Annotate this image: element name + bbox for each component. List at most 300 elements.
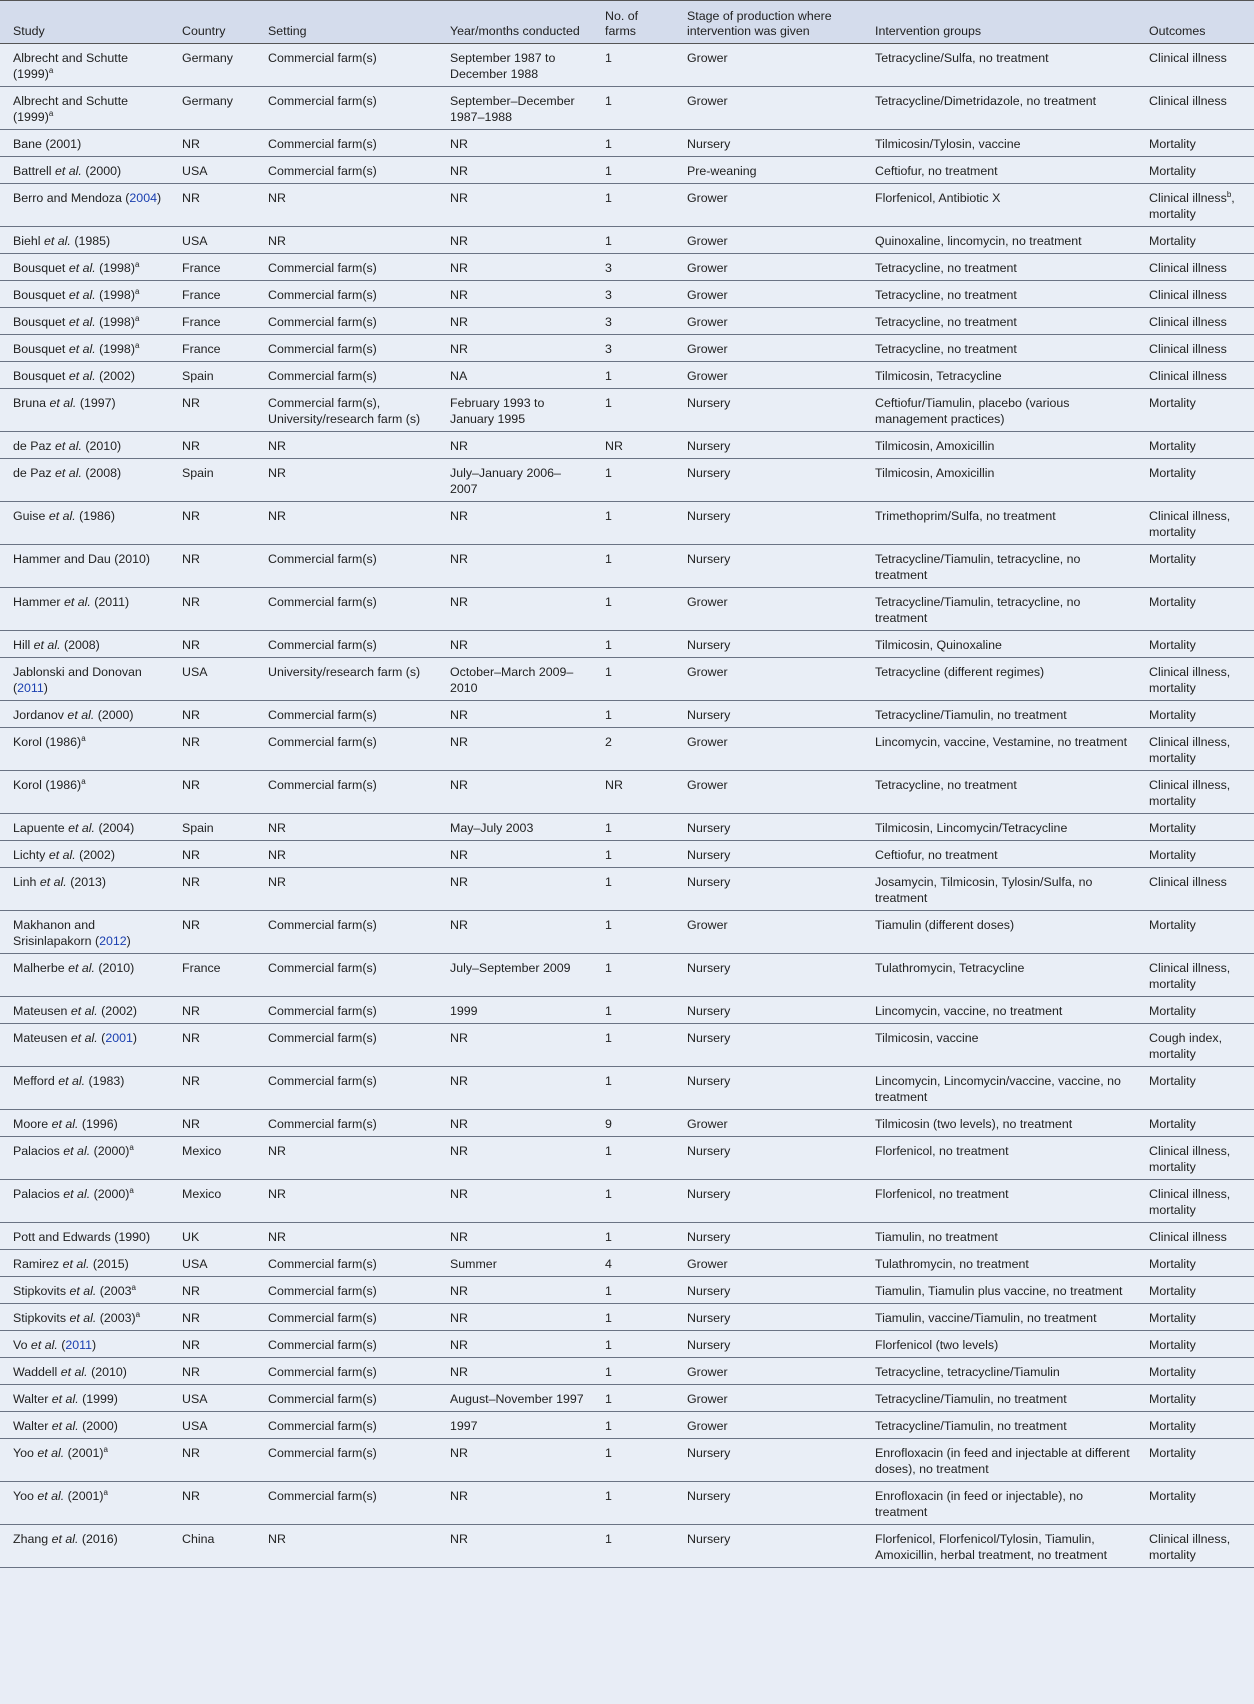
cell-setting-text: Commercial farm(s) [268, 961, 377, 975]
cell-farms-text: 1 [605, 552, 612, 566]
cell-intervention-text: Tilmicosin (two levels), no treatment [875, 1117, 1073, 1131]
cell-setting [255, 1067, 437, 1110]
cell-farms-text: 1 [605, 1004, 612, 1018]
cell-stage [674, 1024, 862, 1067]
cell-country [169, 459, 255, 502]
header-study: Study [0, 1, 169, 44]
cell-farms [592, 1482, 674, 1525]
cell-country [169, 1358, 255, 1385]
cell-country [169, 658, 255, 701]
cell-study-text: Jordanov et al. (2000) [13, 708, 134, 722]
cell-outcomes-text: Mortality [1149, 1392, 1196, 1406]
cell-setting-text: Commercial farm(s) [268, 315, 377, 329]
cell-outcomes-text: Clinical illness [1149, 51, 1227, 65]
cell-stage [674, 362, 862, 389]
cell-intervention-text: Tetracycline/Sulfa, no treatment [875, 51, 1049, 65]
cell-year [437, 658, 592, 701]
cell-outcomes-text: Mortality [1149, 1117, 1196, 1131]
cell-setting-text: Commercial farm(s) [268, 1392, 377, 1406]
cell-country-text: NR [182, 1338, 200, 1352]
cell-farms [592, 631, 674, 658]
cell-intervention [862, 771, 1136, 814]
cell-study [0, 771, 169, 814]
cell-country [169, 1024, 255, 1067]
header-row [0, 1, 1254, 44]
cell-farms-text: 1 [605, 1365, 612, 1379]
cell-year-text: NR [450, 261, 468, 275]
header-setting: Setting [255, 1, 437, 44]
footnote-marker: a [48, 65, 54, 75]
cell-outcomes [1136, 44, 1254, 87]
cell-outcomes-text: Clinical illness [1149, 94, 1227, 108]
footnote-marker: a [103, 1444, 108, 1454]
cell-stage-text: Nursery [687, 439, 731, 453]
cell-intervention-text: Tilmicosin, Amoxicillin [875, 439, 995, 453]
cell-farms-text: 1 [605, 848, 612, 862]
table-row [0, 1304, 1254, 1331]
cell-farms-text: NR [605, 439, 623, 453]
cell-setting-text: Commercial farm(s) [268, 1117, 377, 1131]
cell-outcomes-text: Mortality [1149, 1419, 1196, 1433]
cell-country [169, 1250, 255, 1277]
cell-study [0, 308, 169, 335]
cell-farms [592, 308, 674, 335]
cell-year-text: NR [450, 1031, 468, 1045]
cell-farms [592, 1137, 674, 1180]
cell-setting-text: Commercial farm(s) [268, 595, 377, 609]
cell-farms-text: 1 [605, 1230, 612, 1244]
cell-year-text: NR [450, 735, 468, 749]
cell-farms [592, 335, 674, 362]
cell-setting [255, 954, 437, 997]
cell-outcomes-text: Mortality [1149, 1284, 1196, 1298]
cell-intervention-text: Lincomycin, Lincomycin/vaccine, vaccine, no treatment [875, 1074, 1121, 1104]
footnote-marker: a [134, 313, 140, 323]
cell-intervention-text: Ceftiofur, no treatment [875, 848, 998, 862]
cell-country [169, 254, 255, 281]
cell-study [0, 1331, 169, 1358]
cell-setting [255, 841, 437, 868]
cell-country-text: USA [182, 234, 208, 248]
cell-year [437, 184, 592, 227]
cell-year [437, 997, 592, 1024]
cell-year [437, 227, 592, 254]
cell-farms-text: 1 [605, 665, 612, 679]
cell-country-text: NR [182, 1117, 200, 1131]
cell-stage [674, 1250, 862, 1277]
cell-outcomes [1136, 631, 1254, 658]
cell-intervention-text: Tetracycline, no treatment [875, 288, 1017, 302]
cell-stage-text: Nursery [687, 708, 731, 722]
cell-study-text: Hill et al. (2008) [13, 638, 100, 652]
cell-farms [592, 362, 674, 389]
cell-setting-text: Commercial farm(s) [268, 778, 377, 792]
cell-setting-text: NR [268, 875, 286, 889]
cell-study [0, 1137, 169, 1180]
cell-stage [674, 658, 862, 701]
cell-country [169, 389, 255, 432]
cell-outcomes [1136, 1525, 1254, 1568]
table-row [0, 814, 1254, 841]
cell-year [437, 281, 592, 308]
cell-country-text: Mexico [182, 1144, 222, 1158]
cell-outcomes-text: Clinical illness, mortality [1149, 1187, 1231, 1217]
cell-year [437, 588, 592, 631]
cell-study-text: Korol (1986) [13, 778, 82, 792]
header-farms: No. of farms [592, 1, 674, 44]
cell-study-text: Zhang et al. (2016) [13, 1532, 118, 1546]
table-row [0, 254, 1254, 281]
table-row [0, 841, 1254, 868]
cell-setting-text: NR [268, 439, 286, 453]
cell-farms [592, 44, 674, 87]
cell-intervention [862, 1385, 1136, 1412]
cell-farms [592, 1525, 674, 1568]
cell-stage [674, 1525, 862, 1568]
cell-outcomes-text: Mortality [1149, 1338, 1196, 1352]
cell-year-text: NR [450, 848, 468, 862]
cell-farms [592, 502, 674, 545]
cell-year-text: NR [450, 191, 468, 205]
cell-farms-text: 1 [605, 1187, 612, 1201]
cell-setting [255, 1250, 437, 1277]
table-row [0, 868, 1254, 911]
cell-country [169, 997, 255, 1024]
cell-country-text: NR [182, 875, 200, 889]
cell-intervention-text: Tilmicosin, Lincomycin/Tetracycline [875, 821, 1068, 835]
cell-stage [674, 459, 862, 502]
cell-intervention [862, 1180, 1136, 1223]
cell-intervention-text: Florfenicol (two levels) [875, 1338, 999, 1352]
cell-intervention-text: Lincomycin, vaccine, no treatment [875, 1004, 1063, 1018]
cell-country-text: China [182, 1532, 215, 1546]
table-row [0, 1331, 1254, 1358]
cell-setting-text: Commercial farm(s) [268, 552, 377, 566]
cell-farms-text: 1 [605, 51, 612, 65]
cell-intervention-text: Tetracycline, no treatment [875, 342, 1017, 356]
cell-stage [674, 954, 862, 997]
cell-intervention [862, 1331, 1136, 1358]
cell-stage-text: Nursery [687, 875, 731, 889]
table-row [0, 997, 1254, 1024]
table-row [0, 87, 1254, 130]
cell-country-text: NR [182, 1284, 200, 1298]
cell-outcomes [1136, 868, 1254, 911]
cell-stage-text: Grower [687, 234, 728, 248]
cell-year [437, 1137, 592, 1180]
cell-study [0, 1180, 169, 1223]
cell-farms-text: 1 [605, 961, 612, 975]
cell-stage [674, 545, 862, 588]
cell-setting [255, 1412, 437, 1439]
cell-country [169, 157, 255, 184]
table-row [0, 1277, 1254, 1304]
cell-country-text: France [182, 261, 221, 275]
cell-outcomes [1136, 1385, 1254, 1412]
cell-setting-text: Commercial farm(s) [268, 1257, 377, 1271]
footnote-marker: a [134, 259, 140, 269]
cell-farms [592, 1412, 674, 1439]
cell-intervention [862, 841, 1136, 868]
cell-stage [674, 130, 862, 157]
cell-stage [674, 281, 862, 308]
cell-outcomes [1136, 130, 1254, 157]
cell-country-text: NR [182, 1074, 200, 1088]
cell-study [0, 335, 169, 362]
cell-year [437, 308, 592, 335]
table-row [0, 44, 1254, 87]
header-outcomes: Outcomes [1136, 1, 1254, 44]
cell-outcomes-tail: , mortality [1149, 191, 1235, 221]
cell-farms-text: 9 [605, 1117, 612, 1131]
cell-intervention [862, 1223, 1136, 1250]
cell-outcomes-text: Mortality [1149, 848, 1196, 862]
cell-farms [592, 1385, 674, 1412]
cell-setting [255, 432, 437, 459]
cell-study [0, 588, 169, 631]
cell-country-text: USA [182, 164, 208, 178]
cell-farms-text: 3 [605, 261, 612, 275]
table-row [0, 728, 1254, 771]
cell-farms-text: 1 [605, 1392, 612, 1406]
cell-country [169, 1482, 255, 1525]
cell-year [437, 130, 592, 157]
cell-setting [255, 87, 437, 130]
cell-stage [674, 1180, 862, 1223]
cell-setting [255, 588, 437, 631]
cell-farms [592, 87, 674, 130]
cell-stage-text: Grower [687, 369, 728, 383]
cell-stage-text: Pre-weaning [687, 164, 757, 178]
cell-stage-text: Nursery [687, 396, 731, 410]
cell-farms-text: 4 [605, 1257, 612, 1271]
cell-farms-text: 1 [605, 1074, 612, 1088]
cell-year-text: September 1987 to December 1988 [450, 51, 556, 81]
cell-stage-text: Grower [687, 1365, 728, 1379]
table-row [0, 1137, 1254, 1180]
footnote-marker: a [81, 776, 86, 786]
cell-setting [255, 1223, 437, 1250]
cell-outcomes [1136, 459, 1254, 502]
footnote-marker: a [129, 1142, 134, 1152]
cell-farms-text: 1 [605, 164, 612, 178]
cell-country [169, 728, 255, 771]
cell-country-text: NR [182, 1311, 200, 1325]
cell-outcomes [1136, 1439, 1254, 1482]
cell-farms [592, 389, 674, 432]
cell-year [437, 1024, 592, 1067]
cell-country-text: Spain [182, 369, 214, 383]
cell-setting-text: NR [268, 509, 286, 523]
cell-study-text: Moore et al. (1996) [13, 1117, 118, 1131]
cell-year [437, 44, 592, 87]
cell-study-text: Biehl et al. (1985) [13, 234, 111, 248]
cell-stage [674, 184, 862, 227]
cell-farms [592, 254, 674, 281]
cell-stage-text: Grower [687, 342, 728, 356]
cell-country-text: NR [182, 638, 200, 652]
cell-intervention [862, 362, 1136, 389]
cell-intervention-text: Quinoxaline, lincomycin, no treatment [875, 234, 1082, 248]
cell-country-text: USA [182, 1392, 208, 1406]
cell-intervention [862, 308, 1136, 335]
cell-country-text: NR [182, 191, 200, 205]
cell-stage [674, 997, 862, 1024]
cell-outcomes [1136, 1250, 1254, 1277]
cell-intervention [862, 157, 1136, 184]
cell-country [169, 1137, 255, 1180]
cell-farms [592, 1304, 674, 1331]
cell-stage-text: Nursery [687, 1338, 731, 1352]
cell-farms [592, 281, 674, 308]
cell-intervention-text: Florfenicol, no treatment [875, 1144, 1009, 1158]
cell-setting-text: Commercial farm(s) [268, 1074, 377, 1088]
cell-country [169, 335, 255, 362]
cell-stage-text: Grower [687, 1392, 728, 1406]
cell-setting [255, 701, 437, 728]
cell-year [437, 362, 592, 389]
table-row [0, 911, 1254, 954]
cell-stage-text: Nursery [687, 1532, 731, 1546]
cell-farms-text: 1 [605, 821, 612, 835]
cell-country-text: France [182, 315, 221, 329]
footnote-marker: a [103, 1487, 108, 1497]
cell-intervention-text: Tilmicosin, Tetracycline [875, 369, 1002, 383]
cell-intervention [862, 701, 1136, 728]
table-row [0, 1250, 1254, 1277]
cell-stage [674, 1110, 862, 1137]
cell-year-text: NR [450, 439, 468, 453]
cell-study-text: Lichty et al. (2002) [13, 848, 115, 862]
cell-outcomes [1136, 588, 1254, 631]
cell-setting [255, 281, 437, 308]
cell-farms [592, 588, 674, 631]
cell-stage-text: Nursery [687, 1311, 731, 1325]
table-row [0, 1358, 1254, 1385]
cell-country [169, 814, 255, 841]
footnote-marker: a [134, 286, 140, 296]
cell-intervention [862, 1304, 1136, 1331]
cell-stage-text: Grower [687, 1117, 728, 1131]
cell-outcomes [1136, 1024, 1254, 1067]
cell-farms [592, 184, 674, 227]
cell-setting [255, 459, 437, 502]
cell-study-text: de Paz et al. (2010) [13, 439, 122, 453]
cell-outcomes-text: Clinical illness, mortality [1149, 1532, 1231, 1562]
cell-setting [255, 227, 437, 254]
cell-year-text: NR [450, 708, 468, 722]
cell-study [0, 631, 169, 658]
cell-farms [592, 701, 674, 728]
cell-outcomes [1136, 362, 1254, 389]
table-row [0, 545, 1254, 588]
cell-country [169, 1439, 255, 1482]
cell-stage [674, 1223, 862, 1250]
cell-intervention-text: Tetracycline, no treatment [875, 315, 1017, 329]
cell-setting [255, 1304, 437, 1331]
cell-intervention-text: Lincomycin, vaccine, Vestamine, no treatment [875, 735, 1128, 749]
cell-farms-text: 1 [605, 1338, 612, 1352]
table-row [0, 459, 1254, 502]
cell-country-text: UK [182, 1230, 200, 1244]
cell-outcomes-text: Clinical illness, mortality [1149, 509, 1231, 539]
cell-country [169, 631, 255, 658]
cell-setting [255, 1439, 437, 1482]
cell-year [437, 814, 592, 841]
cell-stage [674, 1304, 862, 1331]
cell-setting [255, 545, 437, 588]
cell-year-text: NR [450, 875, 468, 889]
cell-study [0, 954, 169, 997]
cell-intervention-text: Tulathromycin, no treatment [875, 1257, 1029, 1271]
cell-stage-text: Nursery [687, 1031, 731, 1045]
cell-farms-text: 1 [605, 1144, 612, 1158]
cell-farms [592, 954, 674, 997]
cell-farms-text: 1 [605, 94, 612, 108]
cell-stage-text: Grower [687, 595, 728, 609]
cell-study-text: Albrecht and Schutte (1999) [13, 94, 129, 124]
cell-country [169, 87, 255, 130]
cell-outcomes [1136, 1358, 1254, 1385]
cell-intervention [862, 1067, 1136, 1110]
cell-stage [674, 1439, 862, 1482]
cell-study-text: Bousquet et al. (1998) [13, 342, 135, 356]
cell-intervention [862, 954, 1136, 997]
cell-year-text: July–September 2009 [450, 961, 571, 975]
cell-outcomes [1136, 545, 1254, 588]
cell-intervention-text: Tilmicosin, Quinoxaline [875, 638, 1002, 652]
cell-setting-text: NR [268, 466, 286, 480]
cell-stage [674, 911, 862, 954]
cell-year-text: NA [450, 369, 468, 383]
cell-stage-text: Nursery [687, 821, 731, 835]
cell-farms [592, 459, 674, 502]
cell-year-text: October–March 2009–2010 [450, 665, 574, 695]
cell-outcomes [1136, 1067, 1254, 1110]
cell-outcomes-text: Mortality [1149, 708, 1196, 722]
cell-year-text: July–January 2006–2007 [450, 466, 561, 496]
cell-year [437, 1331, 592, 1358]
cell-country [169, 44, 255, 87]
cell-year [437, 335, 592, 362]
cell-outcomes-text: Mortality [1149, 552, 1196, 566]
cell-outcomes [1136, 1412, 1254, 1439]
cell-country [169, 184, 255, 227]
cell-setting-text: NR [268, 1532, 286, 1546]
cell-stage-text: Nursery [687, 1489, 731, 1503]
cell-farms [592, 1439, 674, 1482]
table-row [0, 335, 1254, 362]
cell-setting-text: Commercial farm(s) [268, 735, 377, 749]
cell-outcomes-text: Clinical illness [1149, 369, 1227, 383]
cell-outcomes [1136, 184, 1254, 227]
cell-outcomes [1136, 911, 1254, 954]
cell-outcomes-text: Mortality [1149, 1004, 1196, 1018]
cell-study [0, 1525, 169, 1568]
cell-setting-text: Commercial farm(s) [268, 1031, 377, 1045]
cell-stage-text: Grower [687, 191, 728, 205]
cell-setting [255, 1277, 437, 1304]
cell-outcomes [1136, 954, 1254, 997]
cell-farms [592, 868, 674, 911]
cell-setting [255, 868, 437, 911]
cell-outcomes-text: Mortality [1149, 164, 1196, 178]
cell-year [437, 1358, 592, 1385]
cell-outcomes [1136, 281, 1254, 308]
cell-stage [674, 1067, 862, 1110]
cell-intervention-text: Tetracycline (different regimes) [875, 665, 1045, 679]
cell-outcomes-text: Mortality [1149, 1446, 1196, 1460]
